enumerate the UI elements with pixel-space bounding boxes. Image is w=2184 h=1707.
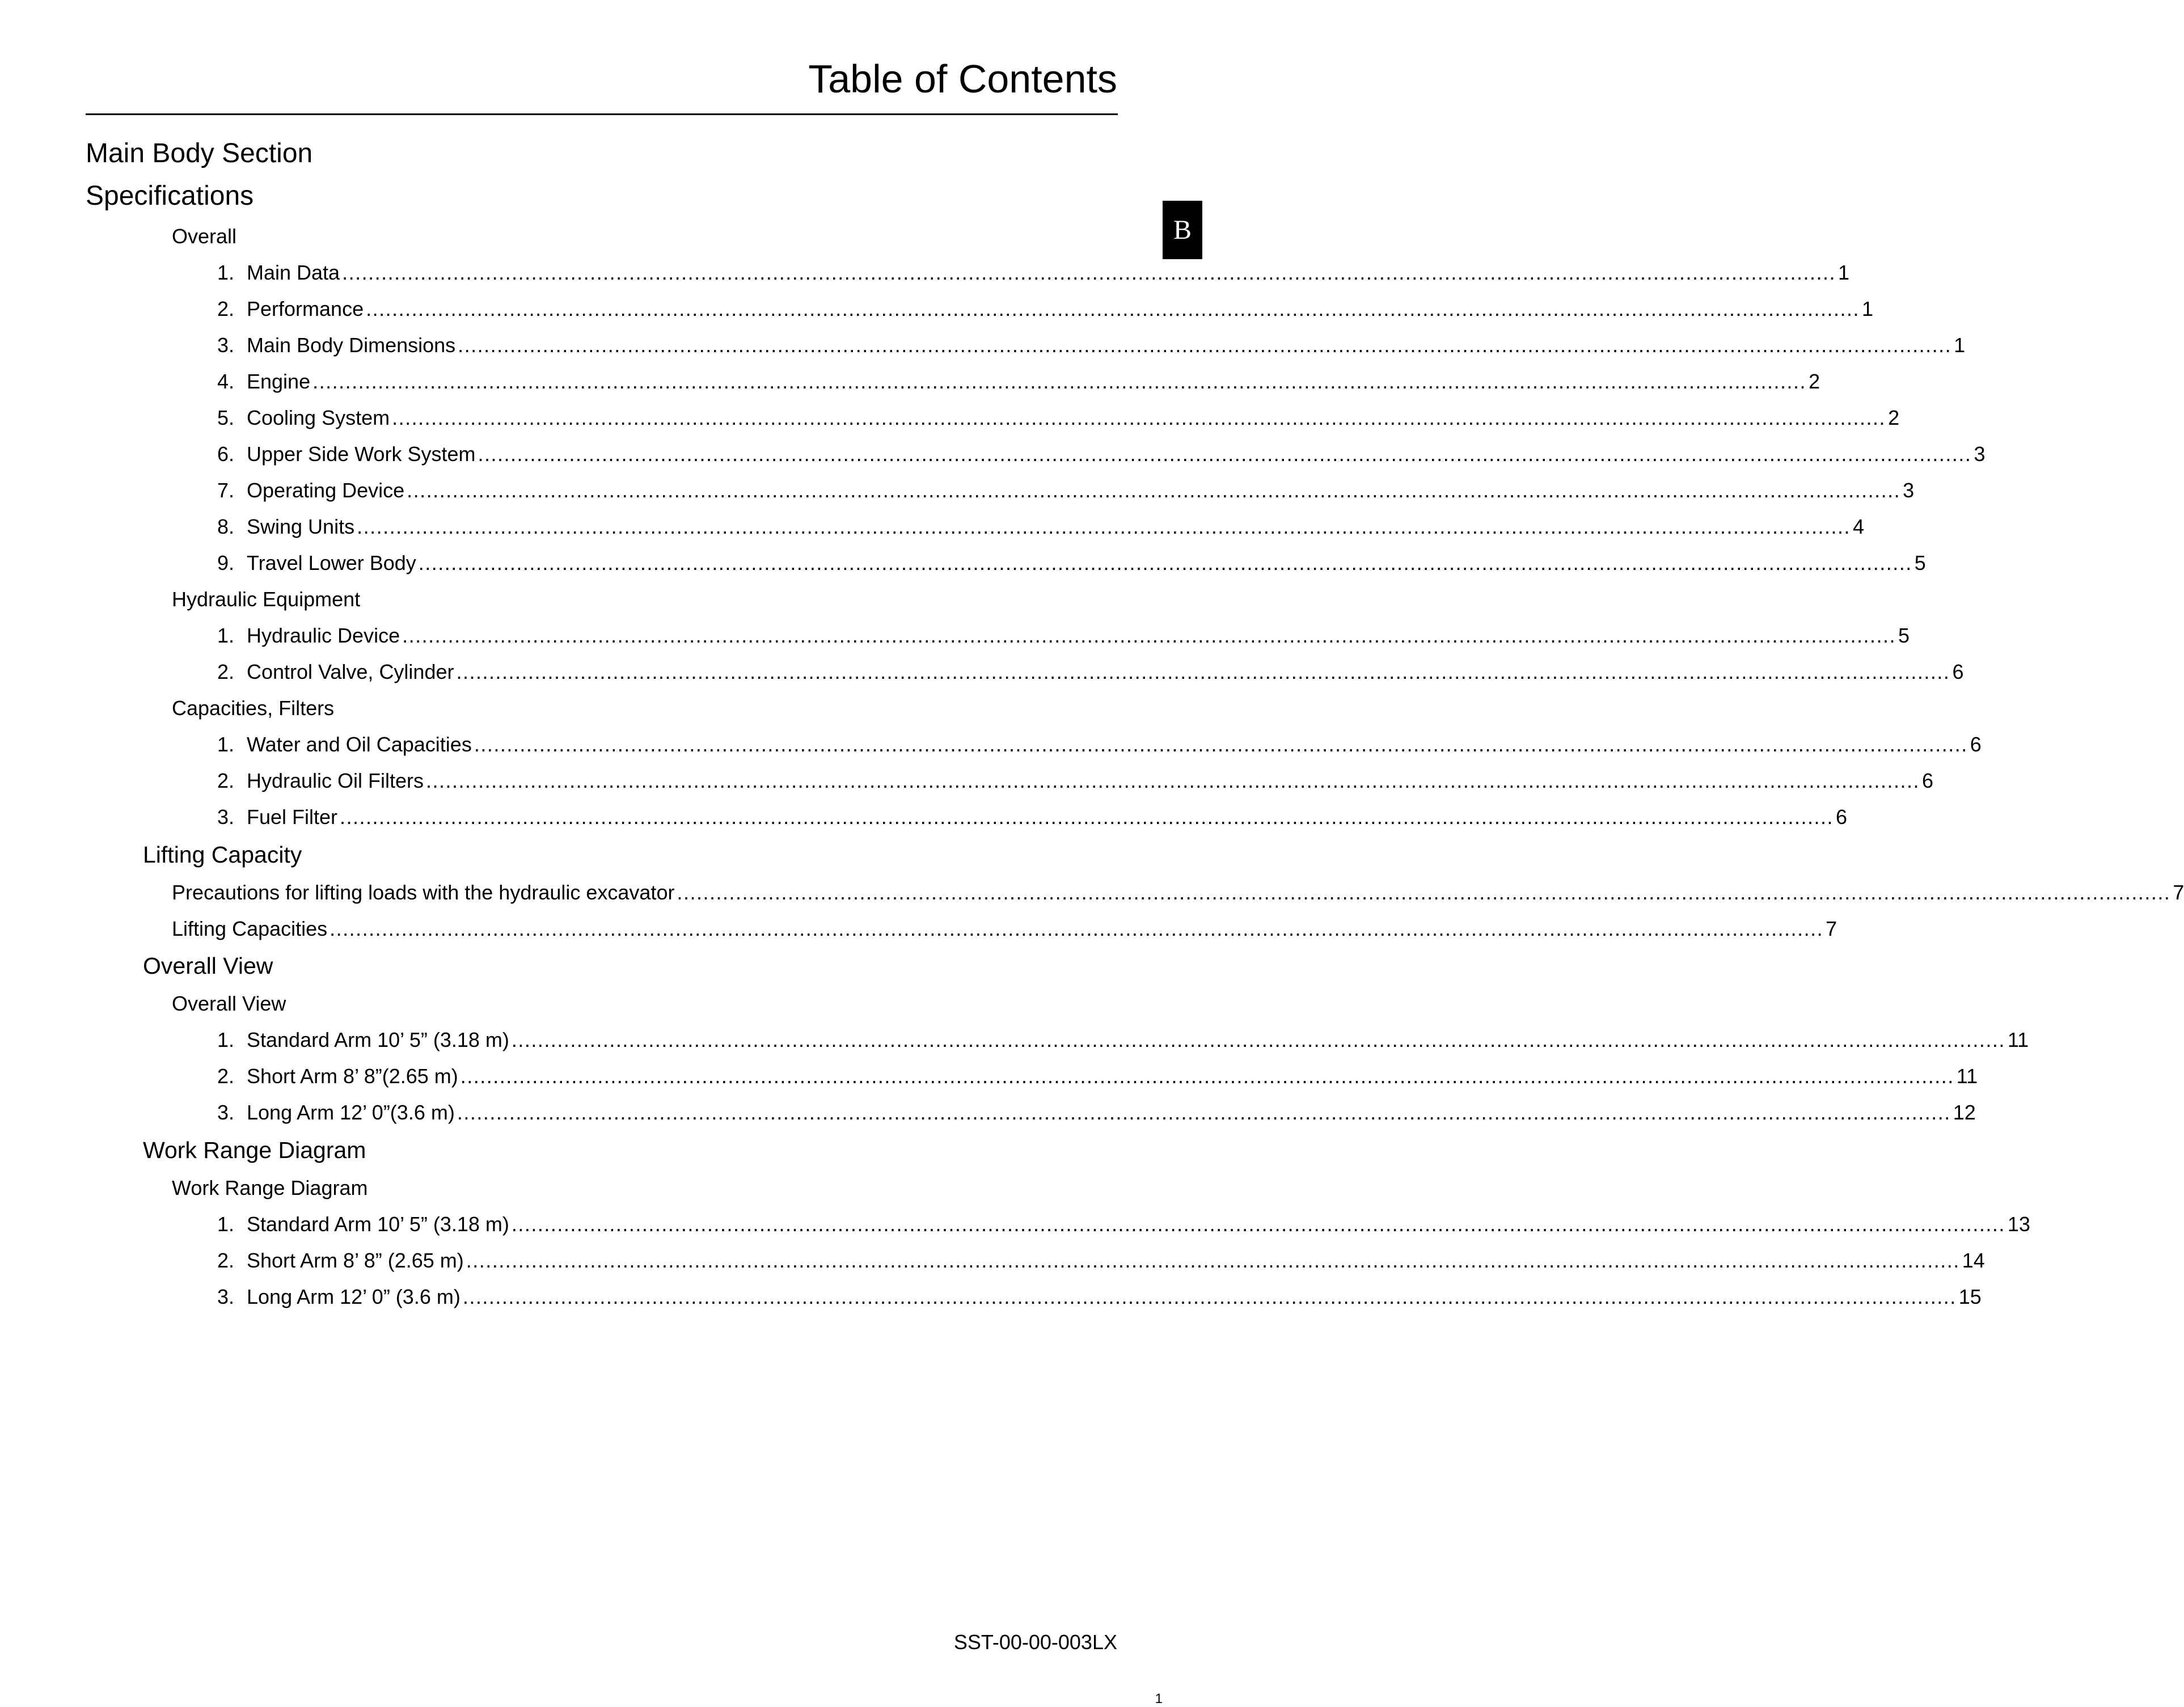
entry-label: Precautions for lifting loads with the hydraulic excavator xyxy=(172,881,675,904)
entry-page: 6 xyxy=(1922,769,1934,792)
dot-leader: ..................................................................................................................................................................................................................................... xyxy=(511,1028,2005,1051)
entry-page: 2 xyxy=(1809,370,1820,393)
page-title: Table of Contents xyxy=(808,57,1117,101)
toc-entry[interactable] xyxy=(200,769,1934,793)
toc-entry[interactable] xyxy=(200,370,1820,394)
entry-page: 13 xyxy=(2007,1212,2030,1236)
entry-label: Main Body Dimensions xyxy=(247,333,456,357)
subheading-overall: Overall xyxy=(172,225,237,248)
section-tab-label: B xyxy=(1173,215,1192,245)
entry-label: Main Data xyxy=(247,261,340,284)
dot-leader: ..................................................................................................................................................................................................................................... xyxy=(677,881,2171,904)
toc-entry[interactable] xyxy=(172,881,2184,905)
entry-page: 4 xyxy=(1853,515,1865,538)
entry-label: Standard Arm 10’ 5” (3.18 m) xyxy=(247,1212,509,1236)
entry-label: Short Arm 8’ 8” (2.65 m) xyxy=(247,1249,464,1272)
entry-label: Travel Lower Body xyxy=(247,551,416,574)
entry-page: 2 xyxy=(1888,406,1900,429)
subheading-overall-view: Overall View xyxy=(172,992,286,1015)
dot-leader: ..................................................................................................................................................................................................................................... xyxy=(392,406,1886,429)
toc-entry[interactable] xyxy=(200,297,1874,321)
entry-number: 1. xyxy=(217,1212,234,1236)
toc-entry[interactable] xyxy=(200,1028,2029,1052)
entry-number: 2. xyxy=(217,769,234,792)
entry-number: 1. xyxy=(217,733,234,756)
toc-entry[interactable] xyxy=(172,917,1837,941)
entry-number: 9. xyxy=(217,551,234,574)
toc-entry[interactable] xyxy=(200,1064,1978,1088)
dot-leader: ..................................................................................................................................................................................................................................... xyxy=(457,1101,1951,1124)
entry-number: 3. xyxy=(217,333,234,357)
entry-number: 8. xyxy=(217,515,234,538)
entry-label: Long Arm 12’ 0”(3.6 m) xyxy=(247,1101,455,1124)
entry-page: 3 xyxy=(1974,442,1986,466)
dot-leader: ..................................................................................................................................................................................................................................... xyxy=(312,370,1807,393)
toc-entry[interactable] xyxy=(200,442,1986,466)
entry-number: 1. xyxy=(217,624,234,647)
toc-entry[interactable] xyxy=(200,1285,1982,1309)
entry-label: Cooling System xyxy=(247,406,390,429)
dot-leader: ..................................................................................................................................................................................................................................... xyxy=(458,333,1952,357)
entry-number: 7. xyxy=(217,479,234,502)
entry-number: 6. xyxy=(217,442,234,466)
heading-lifting-capacity: Lifting Capacity xyxy=(143,842,302,868)
dot-leader: ..................................................................................................................................................................................................................................... xyxy=(466,1249,1960,1272)
entry-label: Standard Arm 10’ 5” (3.18 m) xyxy=(247,1028,509,1051)
entry-label: Fuel Filter xyxy=(247,805,338,829)
entry-page: 15 xyxy=(1958,1285,1982,1308)
heading-specifications: Specifications xyxy=(86,181,254,211)
entry-number: 3. xyxy=(217,1101,234,1124)
entry-number: 3. xyxy=(217,805,234,829)
toc-entry[interactable] xyxy=(200,551,1926,575)
entry-page: 14 xyxy=(1962,1249,1985,1272)
entry-label: Engine xyxy=(247,370,311,393)
dot-leader: ..................................................................................................................................................................................................................................... xyxy=(407,479,1901,502)
entry-number: 4. xyxy=(217,370,234,393)
subheading-work-range-diagram: Work Range Diagram xyxy=(172,1176,368,1199)
toc-entry[interactable] xyxy=(200,261,1850,285)
entry-number: 2. xyxy=(217,660,234,683)
entry-page: 1 xyxy=(1838,261,1850,284)
toc-entry[interactable] xyxy=(200,1249,1985,1273)
entry-label: Control Valve, Cylinder xyxy=(247,660,454,683)
entry-label: Short Arm 8’ 8”(2.65 m) xyxy=(247,1064,458,1088)
entry-number: 1. xyxy=(217,261,234,284)
entry-label: Operating Device xyxy=(247,479,405,502)
dot-leader: ..................................................................................................................................................................................................................................... xyxy=(357,515,1851,538)
dot-leader: ..................................................................................................................................................................................................................................... xyxy=(474,733,1968,756)
entry-label: Hydraulic Device xyxy=(247,624,400,647)
dot-leader: ..................................................................................................................................................................................................................................... xyxy=(511,1212,2005,1236)
dot-leader: ..................................................................................................................................................................................................................................... xyxy=(329,917,1824,940)
entry-label: Lifting Capacities xyxy=(172,917,328,940)
subheading-capacities-filters: Capacities, Filters xyxy=(172,696,335,720)
entry-number: 2. xyxy=(217,1249,234,1272)
entry-page: 5 xyxy=(1898,624,1910,647)
entry-page: 5 xyxy=(1914,551,1926,574)
dot-leader: ..................................................................................................................................................................................................................................... xyxy=(342,261,1836,284)
toc-entry[interactable] xyxy=(200,1212,2030,1236)
dot-leader: ..................................................................................................................................................................................................................................... xyxy=(462,1285,1957,1308)
entry-label: Water and Oil Capacities xyxy=(247,733,472,756)
entry-page: 6 xyxy=(1835,805,1848,829)
dot-leader: ..................................................................................................................................................................................................................................... xyxy=(456,660,1950,683)
toc-entry[interactable] xyxy=(200,333,1966,357)
entry-page: 7 xyxy=(2173,881,2184,904)
toc-entry[interactable] xyxy=(200,1101,1976,1125)
heading-main-body: Main Body Section xyxy=(86,138,313,168)
dot-leader: ..................................................................................................................................................................................................................................... xyxy=(402,624,1896,647)
dot-leader: ..................................................................................................................................................................................................................................... xyxy=(426,769,1920,792)
entry-page: 7 xyxy=(1826,917,1837,940)
heading-overall-view: Overall View xyxy=(143,953,273,979)
entry-number: 2. xyxy=(217,1064,234,1088)
section-tab[interactable] xyxy=(1163,201,1202,259)
entry-page: 1 xyxy=(1862,297,1874,320)
document-code: SST-00-00-003LX xyxy=(953,1630,1117,1654)
entry-number: 1. xyxy=(217,1028,234,1051)
dot-leader: ..................................................................................................................................................................................................................................... xyxy=(366,297,1860,320)
toc-entry[interactable] xyxy=(200,515,1865,539)
entry-page: 11 xyxy=(1956,1064,1978,1088)
subheading-hydraulic-equipment: Hydraulic Equipment xyxy=(172,588,361,611)
toc-entry[interactable] xyxy=(200,624,1910,648)
entry-page: 12 xyxy=(1953,1101,1976,1124)
entry-page: 6 xyxy=(1970,733,1982,756)
title-divider xyxy=(86,113,1118,115)
entry-page: 11 xyxy=(2007,1028,2029,1051)
heading-work-range-diagram: Work Range Diagram xyxy=(143,1137,366,1163)
entry-label: Upper Side Work System xyxy=(247,442,476,466)
toc-entry[interactable] xyxy=(200,805,1848,829)
entry-label: Performance xyxy=(247,297,364,320)
entry-number: 3. xyxy=(217,1285,234,1308)
page-number: 1 xyxy=(1155,1691,1163,1706)
toc-entry[interactable] xyxy=(200,660,1964,684)
entry-number: 2. xyxy=(217,297,234,320)
dot-leader: ..................................................................................................................................................................................................................................... xyxy=(418,551,1912,574)
dot-leader: ..................................................................................................................................................................................................................................... xyxy=(340,805,1834,829)
dot-leader: ..................................................................................................................................................................................................................................... xyxy=(478,442,1972,466)
entry-label: Long Arm 12’ 0” (3.6 m) xyxy=(247,1285,461,1308)
entry-page: 1 xyxy=(1954,333,1966,357)
entry-page: 6 xyxy=(1952,660,1964,683)
entry-number: 5. xyxy=(217,406,234,429)
entry-label: Swing Units xyxy=(247,515,355,538)
entry-page: 3 xyxy=(1903,479,1915,502)
toc-entry[interactable] xyxy=(200,406,1900,430)
entry-label: Hydraulic Oil Filters xyxy=(247,769,424,792)
toc-entry[interactable] xyxy=(200,479,1915,502)
dot-leader: ..................................................................................................................................................................................................................................... xyxy=(460,1064,1954,1088)
toc-entry[interactable] xyxy=(200,733,1982,757)
